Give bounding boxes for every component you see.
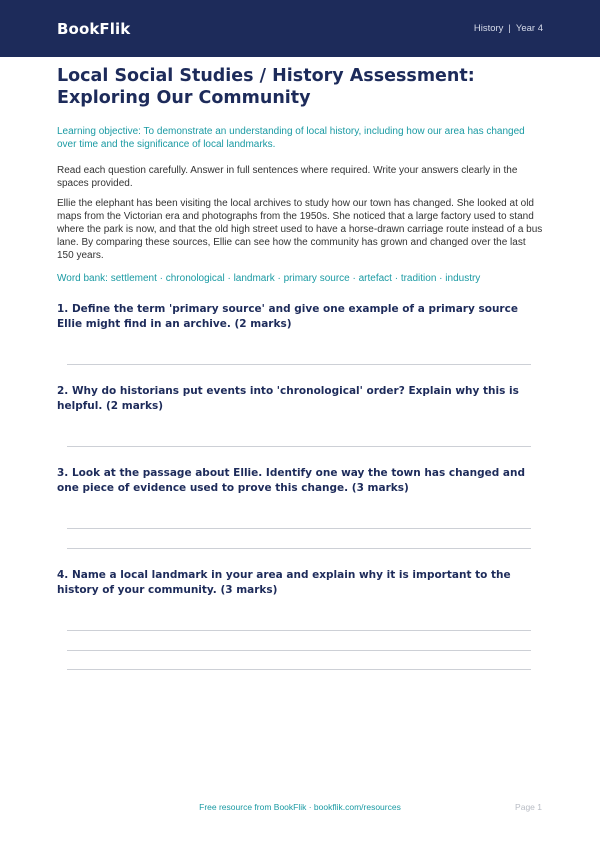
answer-line[interactable] [67,364,531,365]
passage: Ellie the elephant has been visiting the local archives to study how our town has changed. She looked at old maps from the Victorian era and photographs from the 1950s. She noticed that a large factory used to stand where the park is now, and that the old high street used to have a horse-drawn carriage route instead of a bus lane. By comparing these sources, Ellie can see how the community has grown and changed over the last 150 years. [57,198,543,261]
question-4 [57,568,543,598]
question-3 [57,466,543,496]
page-header [0,0,600,57]
answer-line[interactable] [67,650,531,651]
year-level: Year 4 [515,23,543,34]
instructions: Read each question carefully. Answer in full sentences where required. Write your answers clearly in the spaces provided. [57,165,518,189]
question-1 [57,302,543,332]
subject-label [474,23,543,34]
learning-objective: Learning objective: To demonstrate an understanding of local history, including how our area has changed over time and the significance of local landmarks. [57,126,525,150]
subject-name: History [473,23,504,34]
question-text: 4. Name a local landmark in your area and explain why it is important to the history of your community. (3 marks) [57,569,511,596]
page-number: Page 1 [515,802,542,812]
footer-link[interactable]: Free resource from BookFlik · bookflik.com/resources [199,802,401,812]
page-title: Local Social Studies / History Assessment: Exploring Our Community [57,66,475,108]
answer-line[interactable] [67,528,531,529]
question-text: 1. Define the term 'primary source' and give one example of a primary source Ellie might find in an archive. (2 marks) [57,303,518,330]
question-2 [57,384,543,414]
word-bank: Word bank: settlement · chronological · landmark · primary source · artefact · tradition · industry [57,273,481,284]
question-text: 3. Look at the passage about Ellie. Identify one way the town has changed and one piece of evidence used to prove this change. (3 marks) [57,467,525,494]
question-text: 2. Why do historians put events into 'chronological' order? Explain why this is helpful. (2 marks) [57,385,519,412]
answer-line[interactable] [67,630,531,631]
answer-line[interactable] [67,669,531,670]
brand-logo: BookFlik [57,19,131,38]
answer-line[interactable] [67,548,531,549]
answer-line[interactable] [67,446,531,447]
subject-separator: | [508,23,511,34]
page-footer [0,802,600,816]
main-content [57,65,543,285]
